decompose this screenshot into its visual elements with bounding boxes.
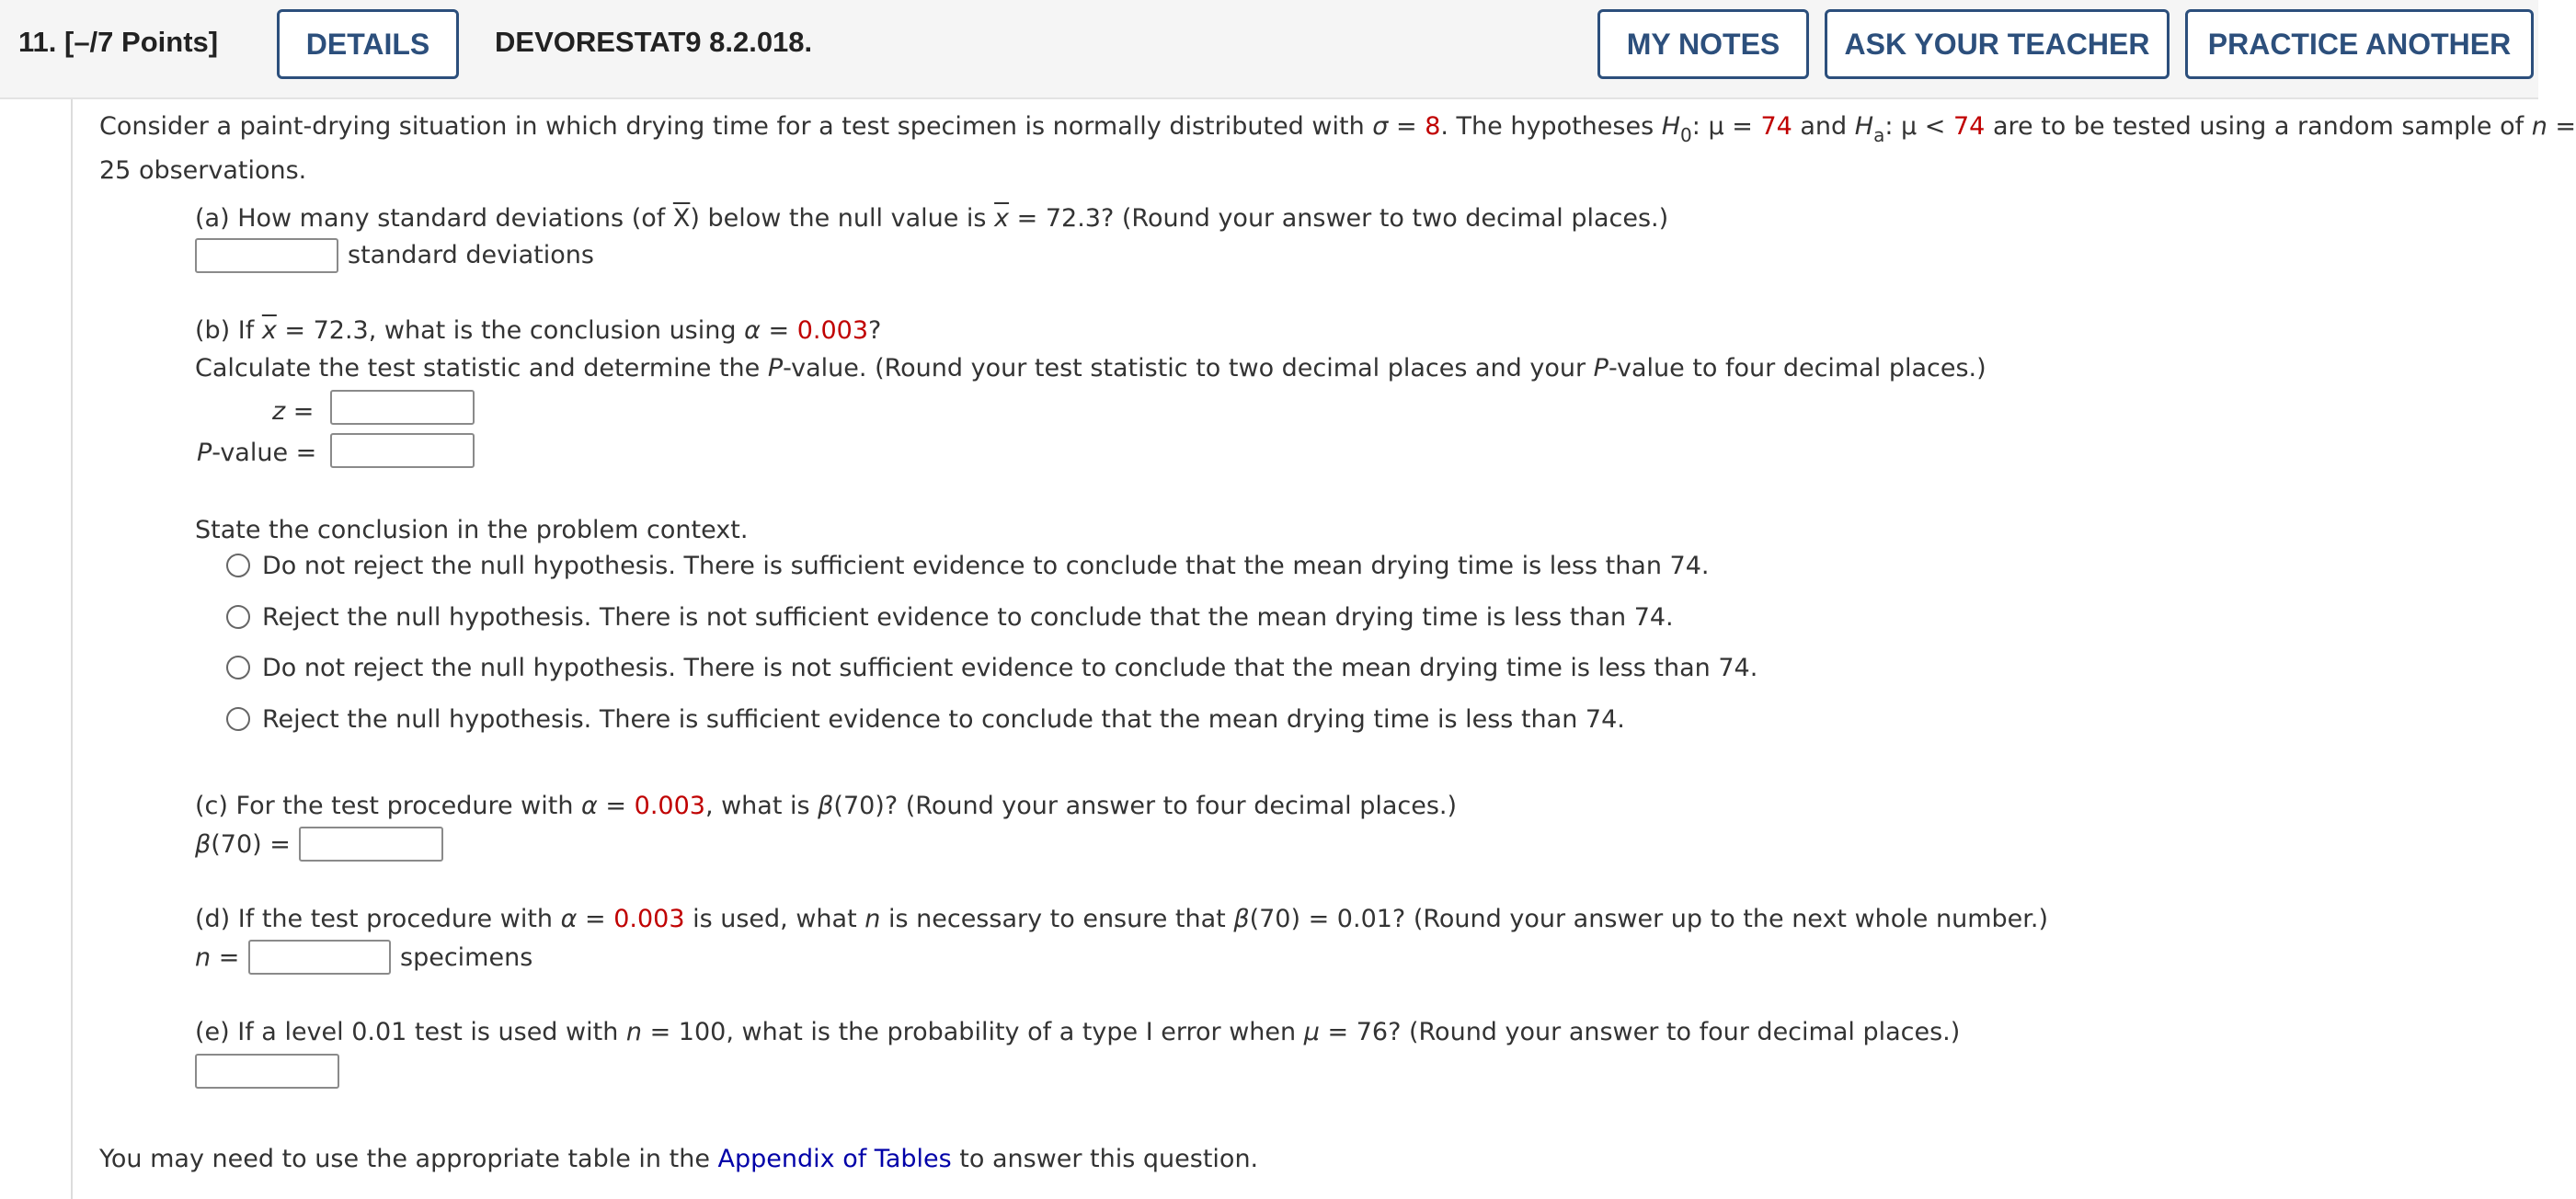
- sample-size-input[interactable]: [248, 940, 391, 975]
- question-header: [0, 0, 2538, 99]
- left-border: [71, 99, 73, 1199]
- z-statistic-input[interactable]: [330, 390, 475, 425]
- practice-another-button[interactable]: PRACTICE ANOTHER: [2185, 9, 2534, 79]
- part-e-question: (e) If a level 0.01 test is used with n = 100, what is the probability of a type I error when μ = 76? (Round your answer to four decimal places.): [195, 1018, 1961, 1046]
- part-a-answer-input[interactable]: [195, 238, 338, 273]
- conclusion-option-4[interactable]: Reject the null hypothesis. There is sufficient evidence to conclude that the mean drying time is less than 74.: [262, 705, 1625, 734]
- conclusion-radio-1[interactable]: [226, 554, 250, 577]
- part-e-answer-input[interactable]: [195, 1054, 339, 1089]
- part-a-question: (a) How many standard deviations (of $\overline{X}$) below the null value is $\overline{x} = 72.3$? (Round your answer to two decimal places.): [195, 204, 1669, 233]
- beta-70-label: β(70) =: [195, 830, 291, 859]
- intro-line-1: Consider a paint-drying situation in which drying time for a test specimen is normally distributed with σ = 8. The hypotheses $H_0$: μ = 74 and $H_a$: μ < 74 are to be tested using a random sample of n =: [99, 112, 2576, 146]
- my-notes-button[interactable]: MY NOTES: [1597, 9, 1809, 79]
- part-d-question: (d) If the test procedure with α = 0.003 is used, what n is necessary to ensure that β(70) = 0.01? (Round your answer up to the next whole number.): [195, 905, 2049, 933]
- question-number-points: 11. [–/7 Points]: [18, 26, 219, 58]
- conclusion-radio-4[interactable]: [226, 707, 250, 731]
- details-button[interactable]: DETAILS: [277, 9, 459, 79]
- part-c-question: (c) For the test procedure with α = 0.003, what is β(70)? (Round your answer to four decimal places.): [195, 792, 1458, 820]
- intro-line-2: 25 observations.: [99, 156, 307, 185]
- part-d-unit: specimens: [400, 943, 533, 972]
- conclusion-option-3[interactable]: Do not reject the null hypothesis. There is not sufficient evidence to conclude that the mean drying time is less than 74.: [262, 654, 1758, 682]
- p-value-input[interactable]: [330, 433, 475, 468]
- conclusion-option-2[interactable]: Reject the null hypothesis. There is not sufficient evidence to conclude that the mean drying time is less than 74.: [262, 603, 1674, 632]
- conclusion-radio-2[interactable]: [226, 605, 250, 629]
- appendix-note: You may need to use the appropriate table in the Appendix of Tables to answer this question.: [99, 1145, 1259, 1173]
- n-label: n =: [195, 943, 240, 972]
- conclusion-radio-3[interactable]: [226, 656, 250, 679]
- z-label: z =: [272, 397, 315, 426]
- part-b-instructions: Calculate the test statistic and determine the P-value. (Round your test statistic to two decimal places and your P-value to four decimal places.): [195, 354, 1986, 383]
- ask-teacher-button[interactable]: ASK YOUR TEACHER: [1825, 9, 2170, 79]
- conclusion-option-1[interactable]: Do not reject the null hypothesis. There is sufficient evidence to conclude that the mean drying time is less than 74.: [262, 552, 1710, 580]
- part-a-unit: standard deviations: [348, 241, 594, 269]
- appendix-of-tables-link[interactable]: Appendix of Tables: [717, 1145, 952, 1173]
- p-value-label: P-value =: [197, 439, 317, 467]
- part-b-question: (b) If $\overline{x} = 72.3$, what is the conclusion using α = 0.003?: [195, 316, 882, 345]
- question-code: DEVORESTAT9 8.2.018.: [495, 26, 813, 58]
- beta-70-input[interactable]: [299, 827, 443, 862]
- conclusion-prompt: State the conclusion in the problem context.: [195, 516, 749, 544]
